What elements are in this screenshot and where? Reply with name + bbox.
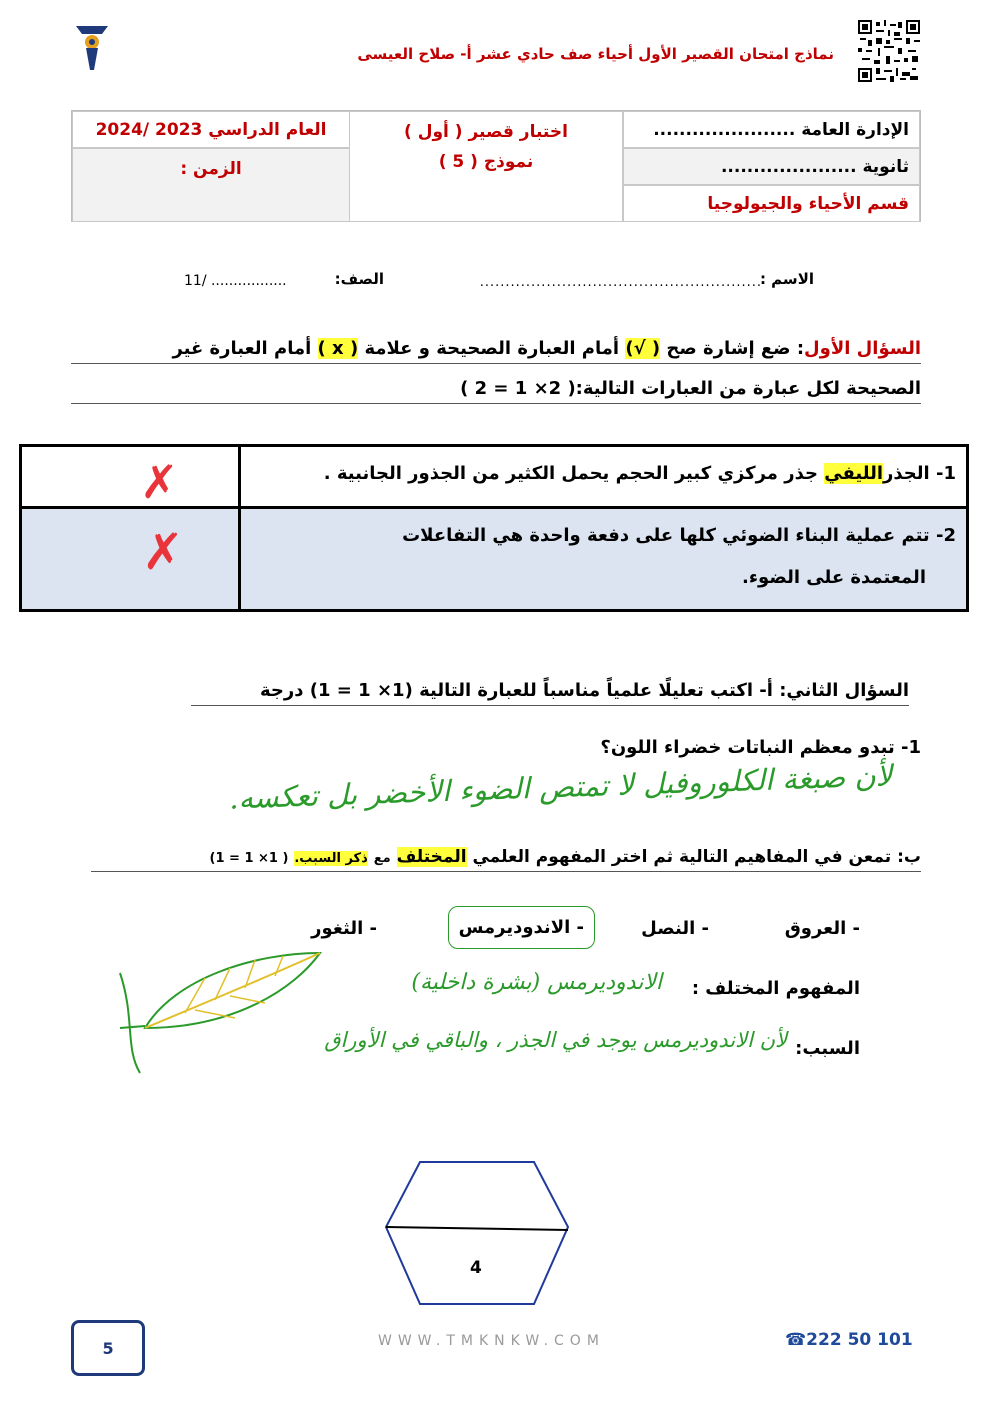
reason-answer[interactable]: لأن الاندوديرمس يوجد في الجذر ، والباقي في الأوراق (324, 1028, 787, 1052)
reason-label: السبب: (795, 1038, 860, 1059)
different-answer[interactable]: الاندوديرمس (بشرة داخلية) (411, 970, 662, 995)
q2-part-b (91, 847, 921, 872)
q2-item-1: 1- تبدو معظم النباتات خضراء اللون؟ (600, 737, 921, 758)
exam-model: نموذج ( 5 ) (438, 152, 534, 172)
item-2-line2: المعتمدة على الضوء. (742, 567, 926, 588)
item-1-text (324, 463, 956, 484)
concept-4: - الثغور (311, 918, 377, 939)
item-1-highlight: الليفي (824, 463, 884, 484)
q2-b-score: ( 1× 1 = 1) (209, 851, 289, 866)
website-link[interactable]: WWW.TMKNKW.COM (378, 1333, 605, 1349)
concept-3-circled[interactable]: - الاندوديرمس (448, 906, 595, 949)
x-mark-symbol: ( x ) (317, 338, 359, 359)
class-field[interactable]: 11/ ................. (184, 273, 287, 289)
q2-answer-1[interactable]: لأن صبغة الكلوروفيل لا تمتص الضوء الأخضر بل تعكسه. (228, 758, 893, 816)
item-1-answer-mark[interactable]: ✗ (140, 455, 179, 509)
page-number: 5 (71, 1320, 145, 1376)
name-label: الاسم : (759, 270, 814, 288)
department-label: قسم الأحياء والجيولوجيا (707, 194, 909, 214)
item-2-num: 2- (935, 525, 956, 546)
phone-number[interactable]: ☎222 50 101 (785, 1330, 913, 1350)
q1-intro-line2: الصحيحة لكل عبارة من العبارات التالية:( 2× 1 = 2 ) (71, 378, 921, 404)
q2-title-rest: : أ- اكتب تعليلًا علمياً مناسباً للعبارة التالية (1× 1 = 1) درجة (260, 680, 787, 701)
score-hexagon (384, 1160, 570, 1306)
admin-cell (623, 111, 920, 148)
exam-title: اختبار قصير ( أول ) (404, 122, 568, 142)
table-row (22, 509, 966, 609)
q2-b-highlight2: ذكر السبب. (294, 851, 368, 866)
q2-b-mid: مع (373, 851, 391, 866)
item-1-pre: الجذر (883, 463, 930, 484)
table-row (22, 447, 966, 509)
q1-intro-d: أمام العبارة غير (172, 338, 312, 359)
exam-cell (349, 111, 623, 222)
logo-icon (72, 20, 112, 72)
item-2-text: تتم عملية البناء الضوئي كلها على دفعة واحدة هي التفاعلات (402, 525, 930, 546)
time-cell (72, 148, 350, 222)
q2-title (191, 680, 909, 706)
q1-intro-c: أمام العبارة الصحيحة و علامة (364, 338, 620, 359)
item-2-answer-mark[interactable]: ✗ (142, 523, 184, 581)
q2-b-prefix: ب: تمعن في المفاهيم التالية ثم اختر المفهوم العلمي (472, 847, 921, 867)
info-table (71, 110, 921, 222)
school-year: العام الدراسي 2023 /2024 (95, 120, 327, 140)
admin-label: الإدارة العامة ...................... (653, 120, 909, 140)
item-1-num: 1- (935, 463, 956, 484)
name-field[interactable]: ....................................................... (479, 275, 762, 290)
check-mark-symbol: ( √) (625, 338, 661, 359)
concept-1: - العروق (784, 918, 860, 939)
school-cell (623, 148, 920, 185)
year-cell (72, 111, 350, 148)
q2-label: السؤال الثاني (786, 680, 909, 701)
qr-code (858, 20, 920, 82)
score-value: 4 (470, 1258, 482, 1278)
item-2-line1 (402, 525, 956, 546)
q1-intro-line1 (71, 338, 921, 364)
school-label: ثانوية ..................... (720, 157, 909, 177)
time-label: الزمن : (180, 159, 242, 179)
q1-label: السؤال الأول (804, 338, 921, 359)
concept-2: - النصل (641, 918, 709, 939)
class-label: الصف: (334, 270, 384, 288)
q1-intro-b: : ضع إشارة صح (666, 338, 805, 359)
item-1-post: جذر مركزي كبير الحجم يحمل الكثير من الجذور الجانبية . (323, 463, 818, 484)
different-label: المفهوم المختلف : (691, 978, 860, 999)
department-cell (623, 185, 920, 222)
leaf-drawing-icon (115, 948, 335, 1078)
q2-b-highlight: المختلف (396, 847, 467, 867)
header-title: نماذج امتحان القصير الأول أحياء صف حادي عشر أ- صلاح العيسى (357, 45, 834, 63)
true-false-table (19, 444, 969, 612)
